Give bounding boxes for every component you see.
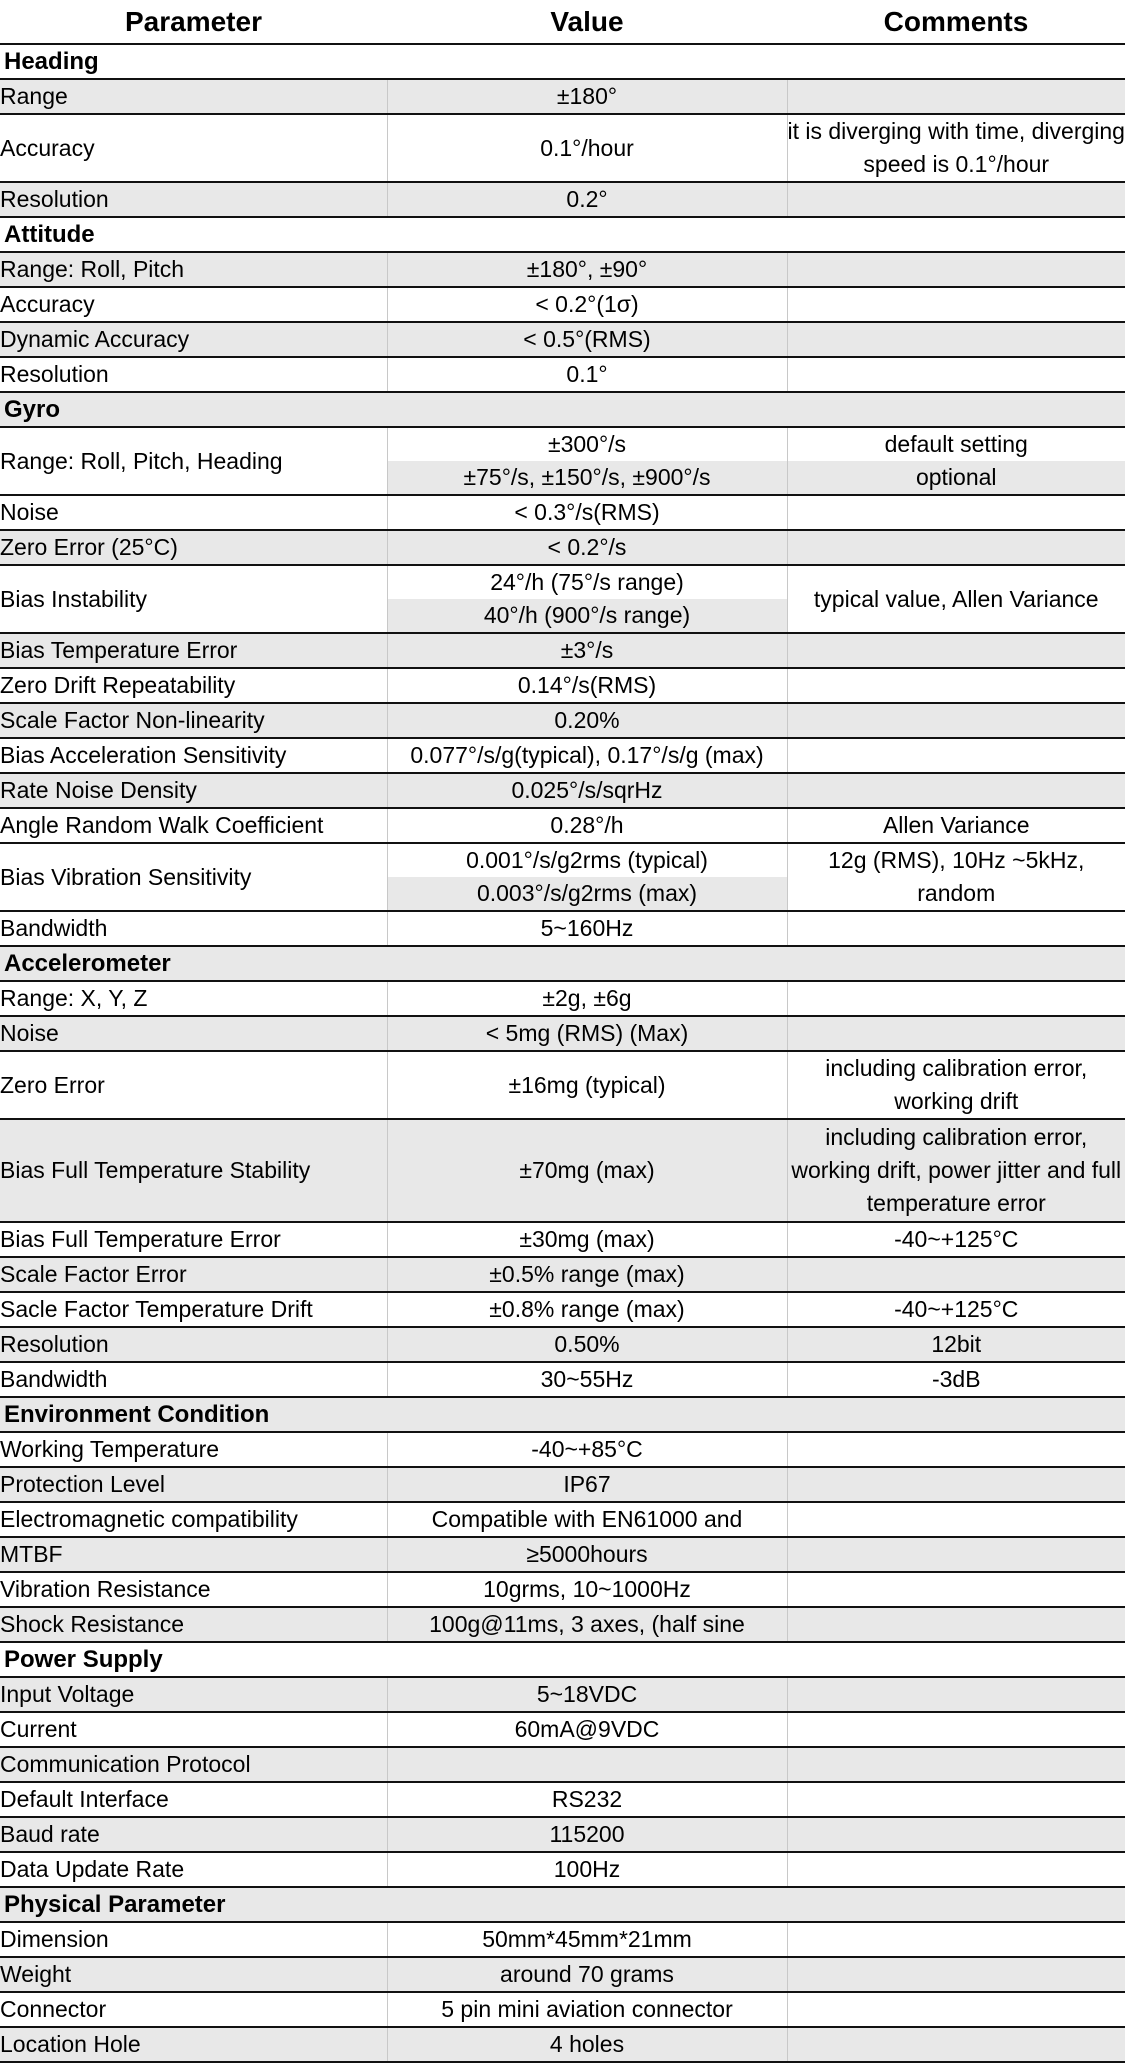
comment-cell: Allen Variance [787,808,1125,843]
comment-cell: including calibration error, working drift, power jitter and full temperature error [787,1119,1125,1222]
value-cell: 0.001°/s/g2rms (typical) [387,843,787,877]
table-row [0,322,1125,357]
value-cell: ±70mg (max) [387,1119,787,1222]
table-row [0,738,1125,773]
comment-cell [787,703,1125,738]
comment-cell [787,773,1125,808]
table-row [0,1119,1125,1222]
comment-cell [787,1502,1125,1537]
comment-cell [787,1607,1125,1642]
value-cell: ±16mg (typical) [387,1051,787,1119]
parameter-cell: Range: X, Y, Z [0,981,387,1016]
comment-cell [787,1257,1125,1292]
value-cell: < 0.2°/s [387,530,787,565]
parameter-cell: Connector [0,1992,387,2027]
comment-cell: typical value, Allen Variance [787,565,1125,633]
comment-cell [787,738,1125,773]
comment-cell: -40~+125°C [787,1292,1125,1327]
table-row [0,981,1125,1016]
comment-cell [787,79,1125,114]
section-title: Accelerometer [0,946,1125,981]
table-row [0,1222,1125,1257]
value-cell [387,1747,787,1782]
comment-cell [787,530,1125,565]
value-cell: 10grms, 10~1000Hz [387,1572,787,1607]
value-cell: < 0.2°(1σ) [387,287,787,322]
parameter-cell: Vibration Resistance [0,1572,387,1607]
value-cell: 115200 [387,1817,787,1852]
comment-cell [787,911,1125,946]
comment-cell: default setting [787,427,1125,461]
table-row [0,1852,1125,1887]
parameter-cell: Shock Resistance [0,1607,387,1642]
parameter-cell: Bias Acceleration Sensitivity [0,738,387,773]
comment-cell [787,1852,1125,1887]
parameter-cell: Dimension [0,1922,387,1957]
section-row [0,946,1125,981]
table-row [0,1292,1125,1327]
value-cell: 0.50% [387,1327,787,1362]
value-cell: ±0.5% range (max) [387,1257,787,1292]
value-cell: -40~+85°C [387,1432,787,1467]
comment-cell [787,357,1125,392]
comment-cell [787,1432,1125,1467]
value-cell: 5~160Hz [387,911,787,946]
comment-cell [787,1712,1125,1747]
comment-cell [787,1747,1125,1782]
comment-cell: 12bit [787,1327,1125,1362]
table-row [0,530,1125,565]
table-row [0,1747,1125,1782]
value-cell: Compatible with EN61000 and [387,1502,787,1537]
value-cell: 0.1°/hour [387,114,787,182]
comment-cell [787,981,1125,1016]
table-row [0,114,1125,182]
parameter-cell: Electromagnetic compatibility [0,1502,387,1537]
parameter-cell: Bias Instability [0,565,387,633]
comment-cell [787,1922,1125,1957]
comment-cell [787,1817,1125,1852]
comment-cell [787,287,1125,322]
table-row [0,1957,1125,1992]
comment-cell [787,1677,1125,1712]
parameter-cell: Bias Full Temperature Stability [0,1119,387,1222]
table-row [0,1327,1125,1362]
parameter-cell: Bias Temperature Error [0,633,387,668]
spec-body [0,44,1125,2062]
table-row [0,703,1125,738]
comment-cell [787,252,1125,287]
value-cell: 5~18VDC [387,1677,787,1712]
comment-cell [787,668,1125,703]
table-row [0,1607,1125,1642]
parameter-cell: Angle Random Walk Coefficient [0,808,387,843]
parameter-cell: Scale Factor Non-linearity [0,703,387,738]
value-cell: 24°/h (75°/s range) [387,565,787,599]
value-cell: 0.025°/s/sqrHz [387,773,787,808]
parameter-cell: Input Voltage [0,1677,387,1712]
comment-cell [787,322,1125,357]
table-row [0,252,1125,287]
value-cell: 4 holes [387,2027,787,2062]
table-row [0,1051,1125,1119]
comment-cell [787,1537,1125,1572]
value-cell: 30~55Hz [387,1362,787,1397]
table-row [0,843,1125,877]
value-cell: 0.2° [387,182,787,217]
table-row [0,668,1125,703]
value-cell: ±180°, ±90° [387,252,787,287]
section-row [0,1887,1125,1922]
value-cell: ±30mg (max) [387,1222,787,1257]
header-value: Value [387,0,787,44]
parameter-cell: Accuracy [0,114,387,182]
table-row [0,287,1125,322]
parameter-cell: Scale Factor Error [0,1257,387,1292]
table-row [0,1016,1125,1051]
table-row [0,1257,1125,1292]
table-row [0,1677,1125,1712]
parameter-cell: Range [0,79,387,114]
header-row [0,0,1125,44]
table-row [0,1817,1125,1852]
table-row [0,633,1125,668]
section-row [0,1397,1125,1432]
section-title: Attitude [0,217,1125,252]
value-cell: 100g@11ms, 3 axes, (half sine [387,1607,787,1642]
parameter-cell: Accuracy [0,287,387,322]
table-row [0,911,1125,946]
value-cell: ±0.8% range (max) [387,1292,787,1327]
parameter-cell: Communication Protocol [0,1747,387,1782]
value-cell: ±2g, ±6g [387,981,787,1016]
table-row [0,1537,1125,1572]
table-row [0,1782,1125,1817]
value-cell: 0.1° [387,357,787,392]
parameter-cell: Dynamic Accuracy [0,322,387,357]
parameter-cell: Zero Drift Repeatability [0,668,387,703]
value-cell: 0.003°/s/g2rms (max) [387,877,787,911]
table-row [0,427,1125,461]
table-row [0,1992,1125,2027]
section-title: Power Supply [0,1642,1125,1677]
header-parameter: Parameter [0,0,387,44]
value-cell: 5 pin mini aviation connector [387,1992,787,2027]
parameter-cell: Bandwidth [0,911,387,946]
parameter-cell: Data Update Rate [0,1852,387,1887]
comment-cell [787,1957,1125,1992]
parameter-cell: Noise [0,495,387,530]
value-cell: 60mA@9VDC [387,1712,787,1747]
value-cell: 0.14°/s(RMS) [387,668,787,703]
value-cell: ±300°/s [387,427,787,461]
parameter-cell: Bandwidth [0,1362,387,1397]
comment-cell: it is diverging with time, diverging speed is 0.1°/hour [787,114,1125,182]
table-row [0,773,1125,808]
parameter-cell: Bias Vibration Sensitivity [0,843,387,911]
value-cell: ±3°/s [387,633,787,668]
section-row [0,392,1125,427]
value-cell: ≥5000hours [387,1537,787,1572]
parameter-cell: Range: Roll, Pitch, Heading [0,427,387,495]
parameter-cell: Range: Roll, Pitch [0,252,387,287]
table-row [0,1572,1125,1607]
parameter-cell: Weight [0,1957,387,1992]
parameter-cell: Resolution [0,357,387,392]
table-row [0,1432,1125,1467]
parameter-cell: Baud rate [0,1817,387,1852]
parameter-cell: Sacle Factor Temperature Drift [0,1292,387,1327]
parameter-cell: Current [0,1712,387,1747]
parameter-cell: Rate Noise Density [0,773,387,808]
comment-cell [787,633,1125,668]
parameter-cell: Zero Error (25°C) [0,530,387,565]
section-title: Environment Condition [0,1397,1125,1432]
parameter-cell: MTBF [0,1537,387,1572]
comment-cell [787,1016,1125,1051]
section-row [0,1642,1125,1677]
section-title: Gyro [0,392,1125,427]
value-cell: 0.28°/h [387,808,787,843]
comment-cell [787,182,1125,217]
parameter-cell: Bias Full Temperature Error [0,1222,387,1257]
parameter-cell: Resolution [0,1327,387,1362]
value-cell: 100Hz [387,1852,787,1887]
value-cell: < 5mg (RMS) (Max) [387,1016,787,1051]
table-row [0,1362,1125,1397]
parameter-cell: Resolution [0,182,387,217]
comment-cell [787,1782,1125,1817]
value-cell: ±180° [387,79,787,114]
table-row [0,1712,1125,1747]
comment-cell [787,1992,1125,2027]
table-row [0,1502,1125,1537]
table-row [0,1922,1125,1957]
value-cell: 50mm*45mm*21mm [387,1922,787,1957]
comment-cell: optional [787,461,1125,495]
comment-cell: -3dB [787,1362,1125,1397]
parameter-cell: Location Hole [0,2027,387,2062]
value-cell: RS232 [387,1782,787,1817]
table-row [0,1467,1125,1502]
value-cell: 40°/h (900°/s range) [387,599,787,633]
section-title: Physical Parameter [0,1887,1125,1922]
section-title: Heading [0,44,1125,79]
value-cell: around 70 grams [387,1957,787,1992]
section-row [0,217,1125,252]
comment-cell [787,1467,1125,1502]
value-cell: ±75°/s, ±150°/s, ±900°/s [387,461,787,495]
value-cell: < 0.3°/s(RMS) [387,495,787,530]
value-cell: < 0.5°(RMS) [387,322,787,357]
table-row [0,565,1125,599]
header-comments: Comments [787,0,1125,44]
comment-cell: including calibration error, working drift [787,1051,1125,1119]
comment-cell [787,1572,1125,1607]
table-row [0,79,1125,114]
value-cell: IP67 [387,1467,787,1502]
parameter-cell: Noise [0,1016,387,1051]
comment-cell: 12g (RMS), 10Hz ~5kHz, random [787,843,1125,911]
section-row [0,44,1125,79]
parameter-cell: Zero Error [0,1051,387,1119]
table-row [0,182,1125,217]
table-row [0,495,1125,530]
comment-cell [787,495,1125,530]
parameter-cell: Working Temperature [0,1432,387,1467]
table-row [0,357,1125,392]
table-row [0,808,1125,843]
value-cell: 0.077°/s/g(typical), 0.17°/s/g (max) [387,738,787,773]
parameter-cell: Protection Level [0,1467,387,1502]
value-cell: 0.20% [387,703,787,738]
parameter-cell: Default Interface [0,1782,387,1817]
comment-cell: -40~+125°C [787,1222,1125,1257]
